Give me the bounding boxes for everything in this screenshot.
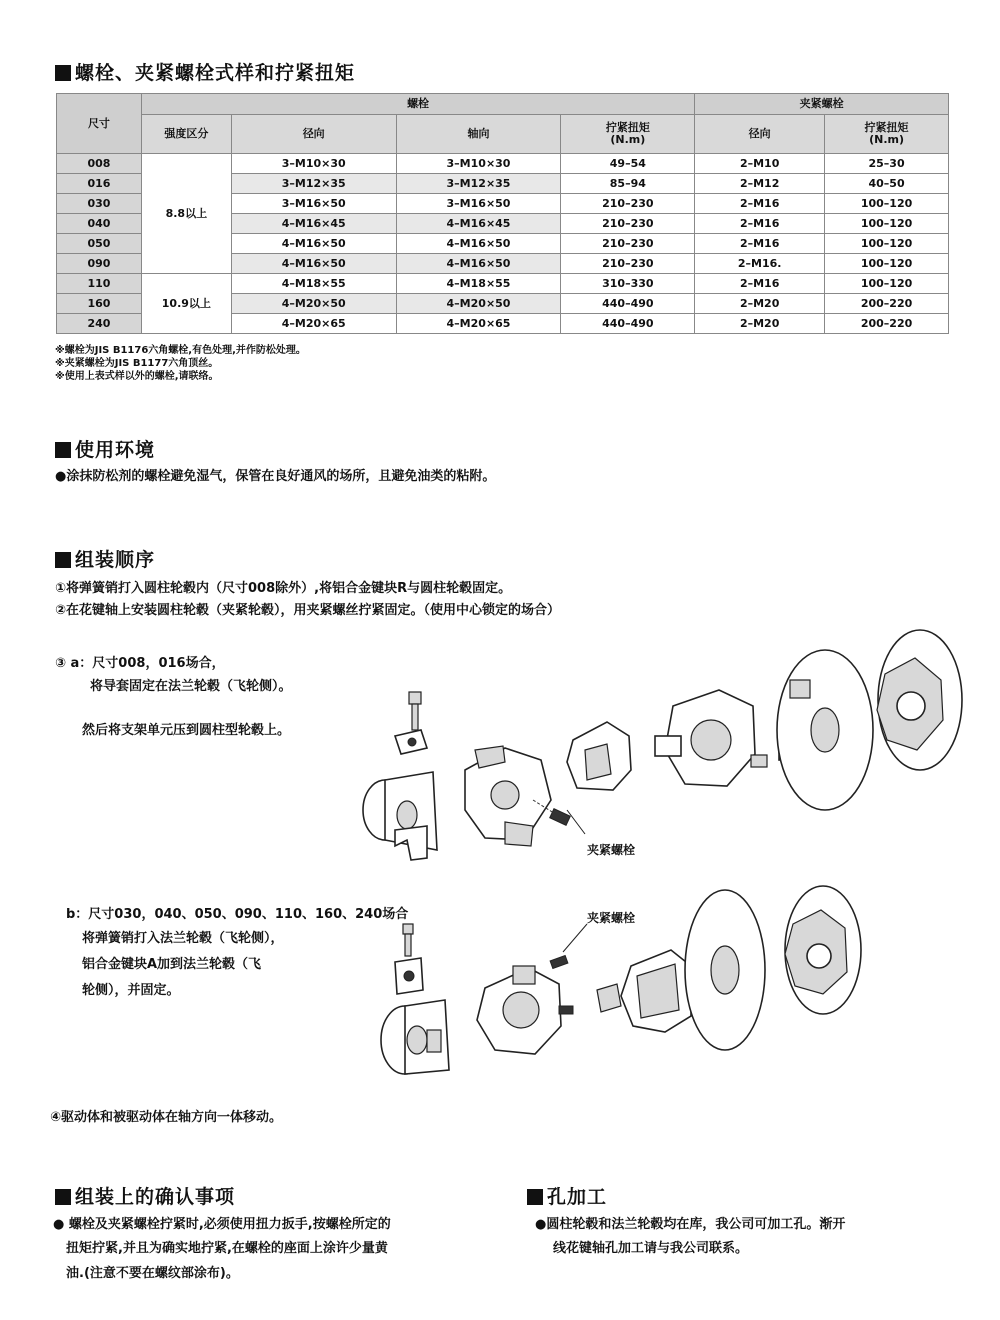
note-line: ※使用上表式样以外的螺栓,请联络。 xyxy=(55,371,219,382)
assembly-diagram-a xyxy=(355,650,885,857)
section-title-checklist: 组装上的确认事项 xyxy=(55,1182,235,1209)
final-assembly-part xyxy=(877,630,962,770)
cell-axial: 4–M20×65 xyxy=(396,314,561,334)
flange-part xyxy=(685,890,765,1050)
header-clamp-radial: 径向 xyxy=(695,115,825,154)
square-bullet-icon xyxy=(55,65,71,81)
final-assembly-part xyxy=(785,886,861,1014)
cell-clamp-radial: 2–M20 xyxy=(695,314,825,334)
assembly-step-3a-line1: ③ a：尺寸008，016场合， xyxy=(55,656,225,671)
cell-clamp-torque: 100–120 xyxy=(825,194,949,214)
cell-size: 160 xyxy=(57,294,142,314)
cell-clamp-radial: 2–M10 xyxy=(695,154,825,174)
cell-torque: 210–230 xyxy=(561,254,695,274)
cell-clamp-torque: 25–30 xyxy=(825,154,949,174)
environment-text: ●涂抹防松剂的螺栓避免湿气，保管在良好通风的场所，且避免油类的粘附。 xyxy=(55,469,496,484)
cell-size: 110 xyxy=(57,274,142,294)
cell-clamp-radial: 2–M16 xyxy=(695,274,825,294)
flange-hub-part xyxy=(381,1000,449,1074)
clamp-bolt-label-b: 夹紧螺栓 xyxy=(587,911,636,925)
key-block-part xyxy=(395,958,423,994)
key-block-part xyxy=(395,730,427,754)
cell-clamp-radial: 2–M16. xyxy=(695,254,825,274)
cell-radial: 3–M10×30 xyxy=(231,154,396,174)
assembly-step-3b-line4: 轮侧），并固定。 xyxy=(82,983,180,998)
section-title-bolt-spec: 螺栓、夹紧螺栓式样和拧紧扭矩 xyxy=(55,58,355,85)
checklist-line: ● 螺栓及夹紧螺栓拧紧时,必须使用扭力扳手,按螺栓所定的 xyxy=(53,1217,391,1232)
assembly-step-1: ①将弹簧销打入圆柱轮毂内（尺寸008除外）,将铝合金键块R与圆柱轮毂固定。 xyxy=(55,581,512,596)
cell-axial: 4–M20×50 xyxy=(396,294,561,314)
cell-radial: 4–M18×55 xyxy=(231,274,396,294)
section-title-environment: 使用环境 xyxy=(55,435,155,462)
assembly-step-4: ④驱动体和被驱动体在轴方向一体移动。 xyxy=(50,1110,283,1125)
assembly-diagram-b xyxy=(375,880,865,1080)
checklist-line: 扭矩拧紧,并且为确实地拧紧,在螺栓的座面上涂许少量黄 xyxy=(66,1241,388,1256)
header-axial: 轴向 xyxy=(396,115,561,154)
cell-clamp-torque: 200–220 xyxy=(825,314,949,334)
section-title-bore-machining: 孔加工 xyxy=(527,1182,607,1209)
cell-strength-group: 8.8以上 xyxy=(141,154,231,274)
cell-clamp-torque: 100–120 xyxy=(825,254,949,274)
section-title-assembly: 组装顺序 xyxy=(55,545,155,572)
bore-line: 线花键轴孔加工请与我公司联系。 xyxy=(553,1241,749,1256)
cell-radial: 4–M20×65 xyxy=(231,314,396,334)
cell-radial: 4–M16×50 xyxy=(231,234,396,254)
header-radial: 径向 xyxy=(231,115,396,154)
cell-clamp-radial: 2–M20 xyxy=(695,294,825,314)
cell-clamp-torque: 200–220 xyxy=(825,294,949,314)
spider-assembly-part xyxy=(655,690,755,786)
bolt-spec-table xyxy=(56,93,949,334)
cell-clamp-torque: 100–120 xyxy=(825,234,949,254)
assembly-step-3b-line1: b：尺寸030，040、050、090、110、160、240场合 xyxy=(66,907,409,922)
cell-torque: 310–330 xyxy=(561,274,695,294)
cell-axial: 4–M16×50 xyxy=(396,234,561,254)
assembly-step-3b-line2: 将弹簧销打入法兰轮毂（飞轮侧）， xyxy=(82,931,284,946)
clamp-bolt-label-a: 夹紧螺栓 xyxy=(587,843,636,857)
square-bullet-icon xyxy=(527,1189,543,1205)
cell-axial: 4–M18×55 xyxy=(396,274,561,294)
header-torque: 拧紧扭矩 (N.m) xyxy=(561,115,695,154)
cell-torque: 210–230 xyxy=(561,214,695,234)
assembly-step-3a-line3: 然后将支架单元压到圆柱型轮毂上。 xyxy=(82,723,291,738)
cell-radial: 4–M16×50 xyxy=(231,254,396,274)
cell-clamp-radial: 2–M16 xyxy=(695,214,825,234)
bolt-part xyxy=(409,692,421,730)
header-clamp-group: 夹紧螺栓 xyxy=(695,94,949,115)
header-size: 尺寸 xyxy=(57,94,142,154)
cell-axial: 4–M16×50 xyxy=(396,254,561,274)
spider-part xyxy=(477,966,561,1054)
cell-radial: 3–M16×50 xyxy=(231,194,396,214)
cell-axial: 4–M16×45 xyxy=(396,214,561,234)
assembly-step-3b-line3: 铝合金键块A加到法兰轮毂（飞 xyxy=(82,957,262,972)
header-bolt-group: 螺栓 xyxy=(141,94,694,115)
cell-strength-group: 10.9以上 xyxy=(141,274,231,334)
checklist-line: 油.(注意不要在螺纹部涂布)。 xyxy=(66,1266,239,1281)
bore-line: ●圆柱轮毂和法兰轮毂均在库，我公司可加工孔。渐开 xyxy=(535,1217,846,1232)
cell-clamp-torque: 40–50 xyxy=(825,174,949,194)
cell-clamp-torque: 100–120 xyxy=(825,274,949,294)
cell-size: 030 xyxy=(57,194,142,214)
cell-axial: 3–M16×50 xyxy=(396,194,561,214)
cell-radial: 4–M20×50 xyxy=(231,294,396,314)
header-clamp-torque: 拧紧扭矩 (N.m) xyxy=(825,115,949,154)
square-bullet-icon xyxy=(55,442,71,458)
square-bullet-icon xyxy=(55,552,71,568)
cell-torque: 210–230 xyxy=(561,234,695,254)
table-notes xyxy=(55,344,306,383)
assembly-step-3a-line2: 将导套固定在法兰轮毂（飞轮侧）。 xyxy=(90,679,292,694)
cylindrical-hub-part xyxy=(363,772,437,860)
note-line: ※螺栓为JIS B1176六角螺栓,有色处理,并作防松处理。 xyxy=(55,345,306,356)
cell-axial: 3–M12×35 xyxy=(396,174,561,194)
cell-torque: 85–94 xyxy=(561,174,695,194)
cell-size: 016 xyxy=(57,174,142,194)
leader-line xyxy=(567,810,585,834)
cell-size: 008 xyxy=(57,154,142,174)
cell-axial: 3–M10×30 xyxy=(396,154,561,174)
cell-size: 050 xyxy=(57,234,142,254)
bolt-part xyxy=(403,924,413,956)
cell-clamp-radial: 2–M16 xyxy=(695,234,825,254)
cell-radial: 4–M16×45 xyxy=(231,214,396,234)
cell-clamp-radial: 2–M16 xyxy=(695,194,825,214)
assembly-step-2: ②在花键轴上安装圆柱轮毂（夹紧轮毂），用夹紧螺丝拧紧固定。（使用中心锁定的场合） xyxy=(55,603,561,618)
cell-torque: 49–54 xyxy=(561,154,695,174)
spider-part xyxy=(465,746,551,846)
cell-clamp-radial: 2–M12 xyxy=(695,174,825,194)
cell-size: 240 xyxy=(57,314,142,334)
cell-radial: 3–M12×35 xyxy=(231,174,396,194)
rubber-element-part xyxy=(597,950,691,1032)
cell-size: 090 xyxy=(57,254,142,274)
rubber-element-part xyxy=(567,722,631,790)
table-row xyxy=(57,274,949,294)
cell-clamp-torque: 100–120 xyxy=(825,214,949,234)
cell-size: 040 xyxy=(57,214,142,234)
cell-torque: 440–490 xyxy=(561,294,695,314)
note-line: ※夹紧螺栓为JIS B1177六角顶丝。 xyxy=(55,358,219,369)
square-bullet-icon xyxy=(55,1189,71,1205)
cell-torque: 210–230 xyxy=(561,194,695,214)
flange-hub-part xyxy=(777,650,873,810)
cell-torque: 440–490 xyxy=(561,314,695,334)
header-strength: 强度区分 xyxy=(141,115,231,154)
table-row xyxy=(57,154,949,174)
